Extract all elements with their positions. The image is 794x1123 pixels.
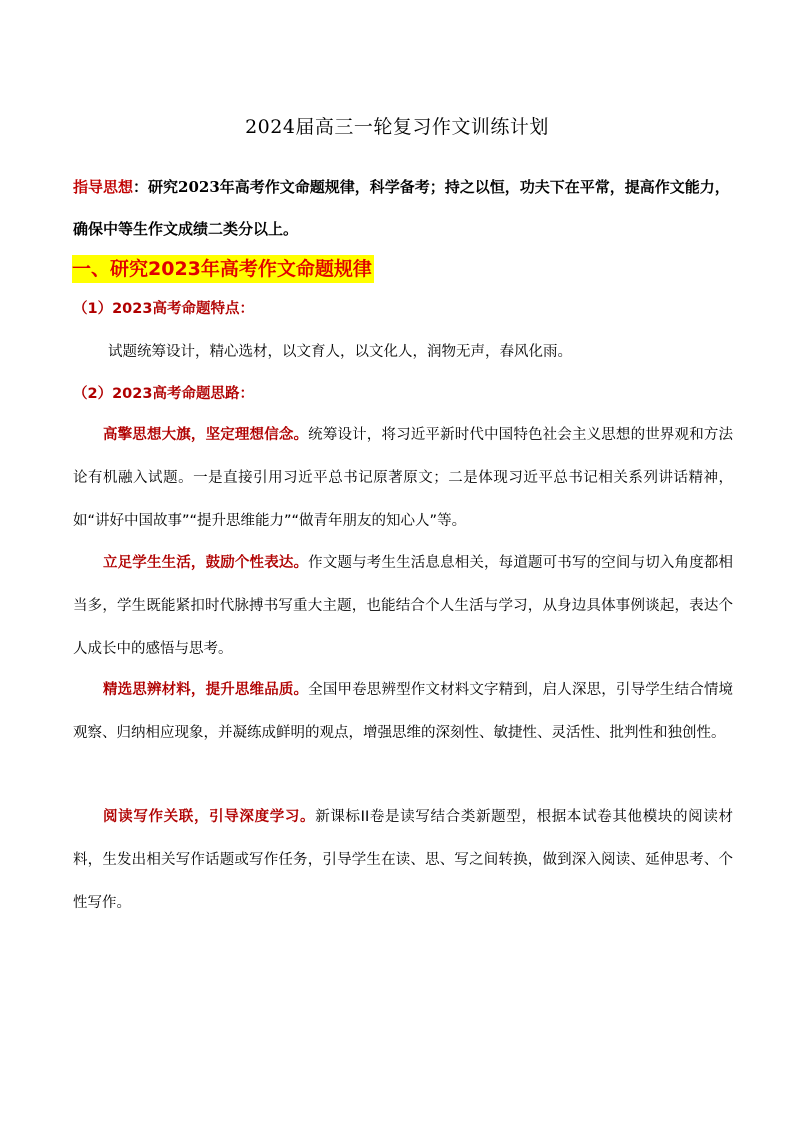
paragraph-text: 新课标II卷是读写结合类新题型，根据本试卷其他模块的阅读材料，生发出相关写作话题或写作任务，引导学生在读、思、写之间转换，做到深入阅读、延伸思考、个性写作。 xyxy=(73,809,733,911)
guide-paragraph xyxy=(73,166,733,250)
paragraph-text: 统筹设计，将习近平新时代中国特色社会主义思想的世界观和方法论有机融入试题。一是直接引用习近平总书记原著原文；二是体现习近平总书记相关系列讲话精神，如“讲好中国故事”“提升思维能力”“做青年朋友的知心人”等。 xyxy=(73,427,734,529)
paragraph-text: 作文题与考生生活息息相关，每道题可书写的空间与切入角度都相当多，学生既能紧扣时代脉搏书写重大主题，也能结合个人生活与学习，从身边具体事例谈起，表达个人成长中的感悟与思考。 xyxy=(73,555,734,657)
section-heading: 一、研究2023年高考作文命题规律 xyxy=(72,255,374,283)
features-text: 试题统筹设计，精心选材，以文育人，以文化人，润物无声，春风化雨。 xyxy=(108,344,572,360)
approach-paragraph xyxy=(73,669,733,755)
paragraph-lead: 精选思辨材料，提升思维品质。 xyxy=(103,682,309,698)
guide-text: ：研究2023年高考作文命题规律，科学备考；持之以恒，功夫下在平常，提高作文能力，确保中等生作文成绩二类分以上。 xyxy=(73,178,730,238)
approach-paragraph xyxy=(73,542,733,671)
subsection-heading-features: （1）2023高考命题特点： xyxy=(73,301,254,317)
paragraph-lead: 立足学生生活，鼓励个性表达。 xyxy=(103,555,309,571)
approach-paragraph xyxy=(73,414,733,543)
approach-paragraph xyxy=(73,796,733,925)
paragraph-lead: 高擎思想大旗，坚定理想信念。 xyxy=(103,427,309,443)
paragraph-lead: 阅读写作关联，引导深度学习。 xyxy=(103,809,316,825)
document-title: 2024届高三一轮复习作文训练计划 xyxy=(245,116,549,138)
paragraph-text: 全国甲卷思辨型作文材料文字精到，启人深思，引导学生结合情境观察、归纳相应现象，并凝练成鲜明的观点，增强思维的深刻性、敏捷性、灵活性、批判性和独创性。 xyxy=(73,682,734,741)
subsection-heading-approach: （2）2023高考命题思路： xyxy=(73,386,254,402)
guide-label: 指导思想 xyxy=(73,178,134,196)
